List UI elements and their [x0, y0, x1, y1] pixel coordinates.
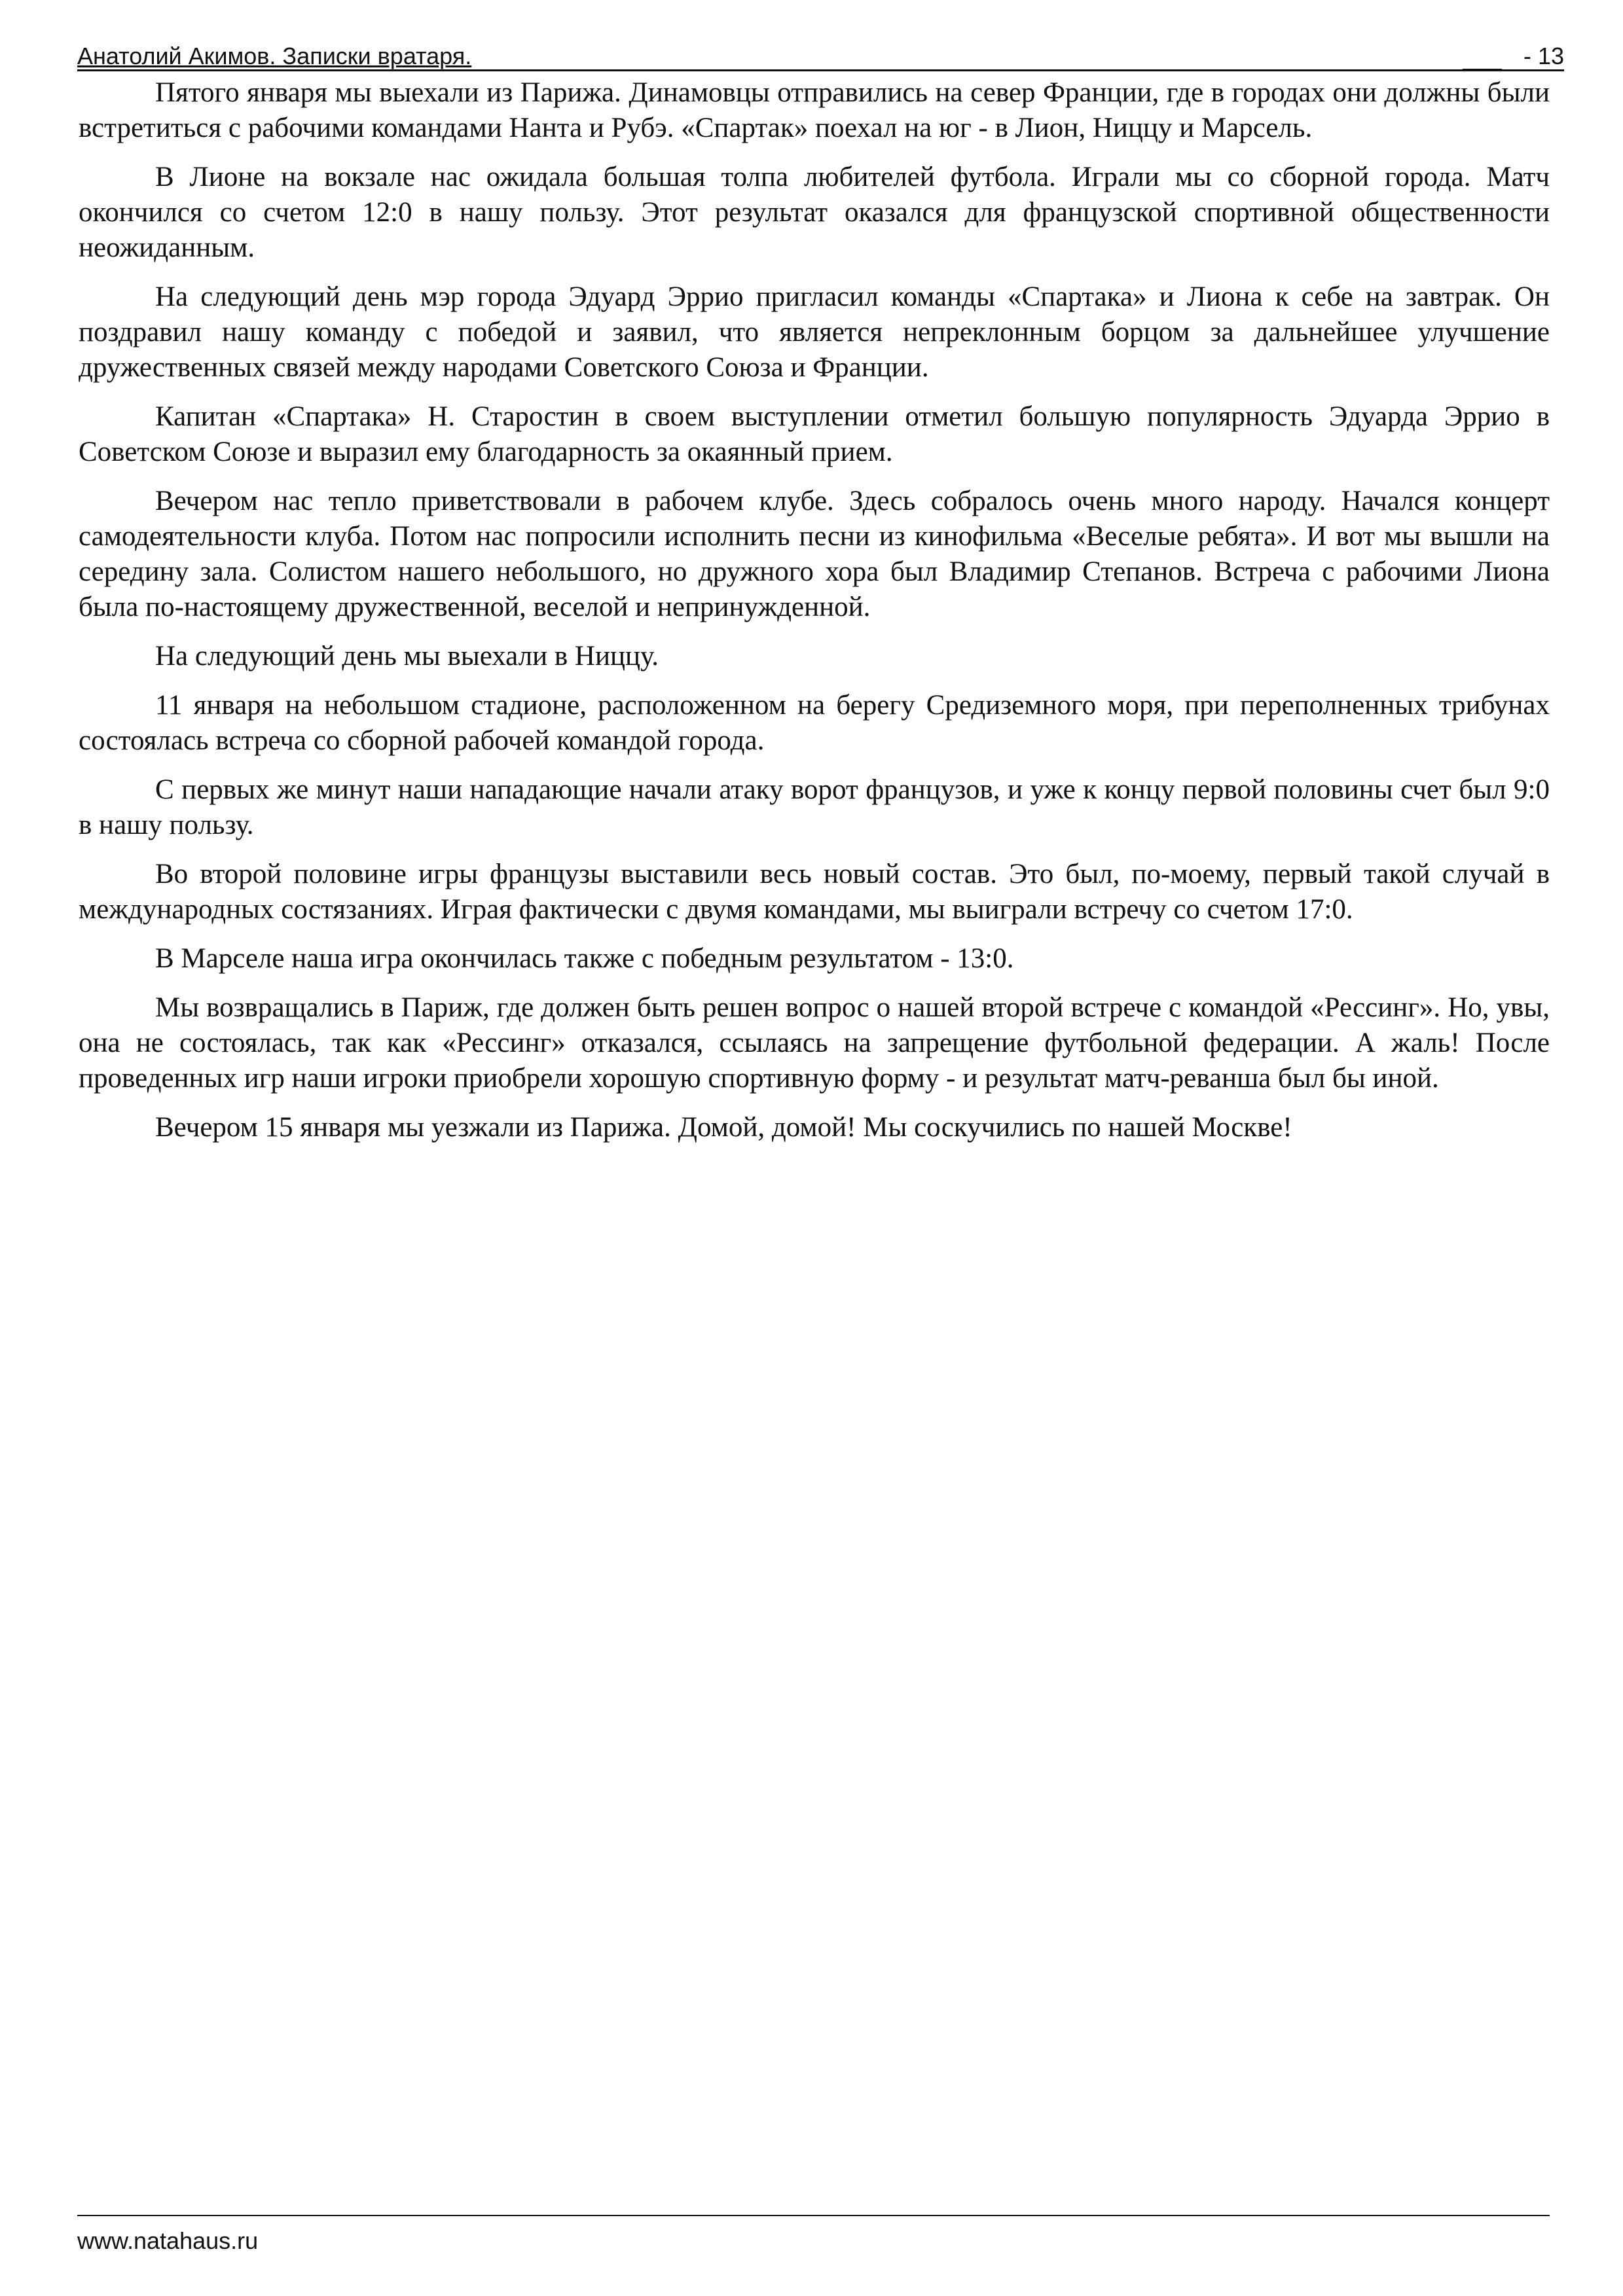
paragraph: Пятого января мы выехали из Парижа. Динамовцы отправились на север Франции, где в городах они должны были встретиться с рабочими командами Нанта и Рубэ. «Спартак» поехал на юг - в Лион, Ниццу и Марсель. — [79, 77, 1550, 143]
paragraph: В Марселе наша игра окончилась также с победным результатом - 13:0. — [155, 943, 1014, 974]
paragraph: Мы возвращались в Париж, где должен быть решен вопрос о нашей второй встрече с командой «Рессинг». Но, увы, она не состоялась, так как «Рессинг» отказался, ссылаясь на запрещение футбольной федерации. А жаль! После проведенных игр наши игроки приобрели хорошую спортивную форму - и результат матч-реванша был бы иной. — [79, 992, 1550, 1094]
header-title: Анатолий Акимов. Записки вратаря. — [77, 43, 472, 69]
paragraph: На следующий день мы выехали в Ниццу. — [155, 641, 659, 672]
page-number: - 13 — [1523, 43, 1564, 69]
footer-url[interactable]: www.natahaus.ru — [77, 2227, 259, 2254]
page-footer — [77, 2215, 1550, 2255]
document-body — [79, 75, 1550, 1159]
paragraph: 11 января на небольшом стадионе, расположенном на берегу Средиземного моря, при переполненных трибунах состоялась встреча со сборной рабочей командой города. — [79, 690, 1550, 756]
paragraph: На следующий день мэр города Эдуард Эррио пригласил команды «Спартака» и Лиона к себе на завтрак. Он поздравил нашу команду с победой и заявил, что является непреклонным борцом за дальнейшее улучшение дружественных связей между народами Советского Союза и Франции. — [79, 281, 1550, 383]
paragraph: С первых же минут наши нападающие начали атаку ворот французов, и уже к концу первой половины счет был 9:0 в нашу пользу. — [79, 774, 1550, 840]
page-header — [77, 41, 1564, 71]
paragraph: Вечером нас тепло приветствовали в рабочем клубе. Здесь собралось очень много народу. Начался концерт самодеятельности клуба. Потом нас попросили исполнить песни из кинофильма «Веселые ребята». И вот мы вышли на середину зала. Солистом нашего небольшого, но дружного хора был Владимир Степанов. Встреча с рабочими Лиона была по-настоящему дружественной, веселой и непринужденной. — [79, 486, 1550, 622]
header-underline-mark — [1463, 69, 1502, 71]
paragraph: В Лионе на вокзале нас ожидала большая толпа любителей футбола. Играли мы со сборной города. Матч окончился со счетом 12:0 в нашу пользу. Этот результат оказался для французской спортивной общественности неожиданным. — [79, 162, 1550, 263]
paragraph: Капитан «Спартака» Н. Старостин в своем выступлении отметил большую популярность Эдуарда Эррио в Советском Союзе и выразил ему благодарность за окаянный прием. — [79, 401, 1550, 467]
paragraph: Во второй половине игры французы выставили весь новый состав. Это был, по-моему, первый такой случай в международных состязаниях. Играя фактически с двумя командами, мы выиграли встречу со счетом 17:0. — [79, 859, 1550, 925]
paragraph: Вечером 15 января мы уезжали из Парижа. Домой, домой! Мы соскучились по нашей Москве! — [155, 1112, 1292, 1143]
